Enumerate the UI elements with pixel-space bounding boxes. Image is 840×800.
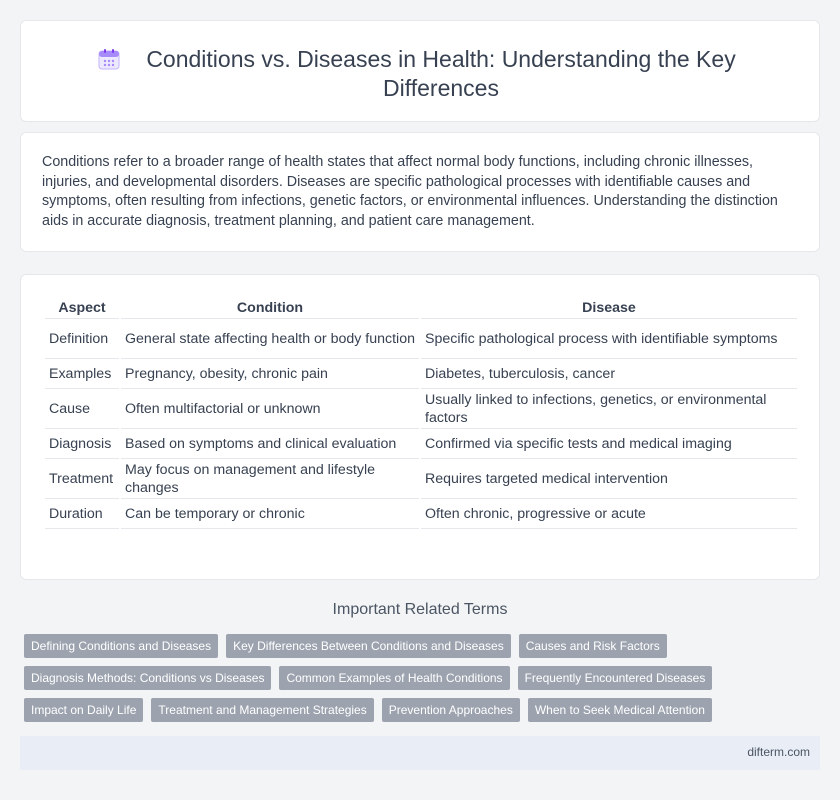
header-disease: Disease (421, 295, 797, 319)
header-condition: Condition (121, 295, 419, 319)
related-term-tag[interactable]: Key Differences Between Conditions and Diseases (226, 634, 511, 658)
table-row (45, 319, 797, 359)
related-term-tag[interactable]: When to Seek Medical Attention (528, 698, 712, 722)
row-disease: Diabetes, tuberculosis, cancer (421, 359, 797, 389)
related-term-tag[interactable]: Frequently Encountered Diseases (518, 666, 713, 690)
related-term-tag[interactable]: Treatment and Management Strategies (151, 698, 373, 722)
intro-card (20, 132, 820, 252)
table-row (45, 359, 797, 389)
row-condition: Often multifactorial or unknown (121, 389, 419, 429)
row-disease: Usually linked to infections, genetics, or environmental factors (421, 389, 797, 429)
row-aspect: Definition (45, 319, 119, 359)
footer (20, 736, 820, 770)
related-term-tag[interactable]: Diagnosis Methods: Conditions vs Diseases (24, 666, 271, 690)
row-aspect: Diagnosis (45, 429, 119, 459)
row-condition: General state affecting health or body function (121, 319, 419, 359)
related-terms-title: Important Related Terms (332, 601, 508, 618)
table-header-row (45, 295, 797, 319)
row-condition: Pregnancy, obesity, chronic pain (121, 359, 419, 389)
header-aspect: Aspect (45, 295, 119, 319)
table-row (45, 459, 797, 499)
comparison-table (43, 295, 799, 529)
row-disease: Specific pathological process with identifiable symptoms (421, 319, 797, 359)
table-row (45, 499, 797, 529)
row-condition: May focus on management and lifestyle changes (121, 459, 419, 499)
page-title: Conditions vs. Diseases in Health: Understanding the Key Differences (146, 46, 736, 101)
row-disease: Requires targeted medical intervention (421, 459, 797, 499)
related-term-tag[interactable]: Prevention Approaches (382, 698, 520, 722)
table-row (45, 389, 797, 429)
footer-site-link[interactable]: difterm.com (747, 745, 810, 759)
related-term-tag[interactable]: Causes and Risk Factors (519, 634, 667, 658)
row-aspect: Examples (45, 359, 119, 389)
table-row (45, 429, 797, 459)
row-aspect: Cause (45, 389, 119, 429)
related-term-tag[interactable]: Common Examples of Health Conditions (279, 666, 509, 690)
row-disease: Often chronic, progressive or acute (421, 499, 797, 529)
row-condition: Based on symptoms and clinical evaluation (121, 429, 419, 459)
intro-paragraph: Conditions refer to a broader range of health states that affect normal body functions, including chronic illnesses, injuries, and developmental disorders. Diseases are specific pathological processes with identifiable causes and symptoms, often resulting from infections, genetic factors, or environmental influences. Understanding the distinction aids in accurate diagnosis, treatment planning, and patient care management. (42, 154, 778, 229)
row-aspect: Duration (45, 499, 119, 529)
related-term-tag[interactable]: Impact on Daily Life (24, 698, 143, 722)
row-disease: Confirmed via specific tests and medical imaging (421, 429, 797, 459)
related-term-tag[interactable]: Defining Conditions and Diseases (24, 634, 218, 658)
row-condition: Can be temporary or chronic (121, 499, 419, 529)
header-card (20, 20, 820, 122)
related-terms-list (24, 634, 824, 730)
row-aspect: Treatment (45, 459, 119, 499)
comparison-card (20, 274, 820, 580)
